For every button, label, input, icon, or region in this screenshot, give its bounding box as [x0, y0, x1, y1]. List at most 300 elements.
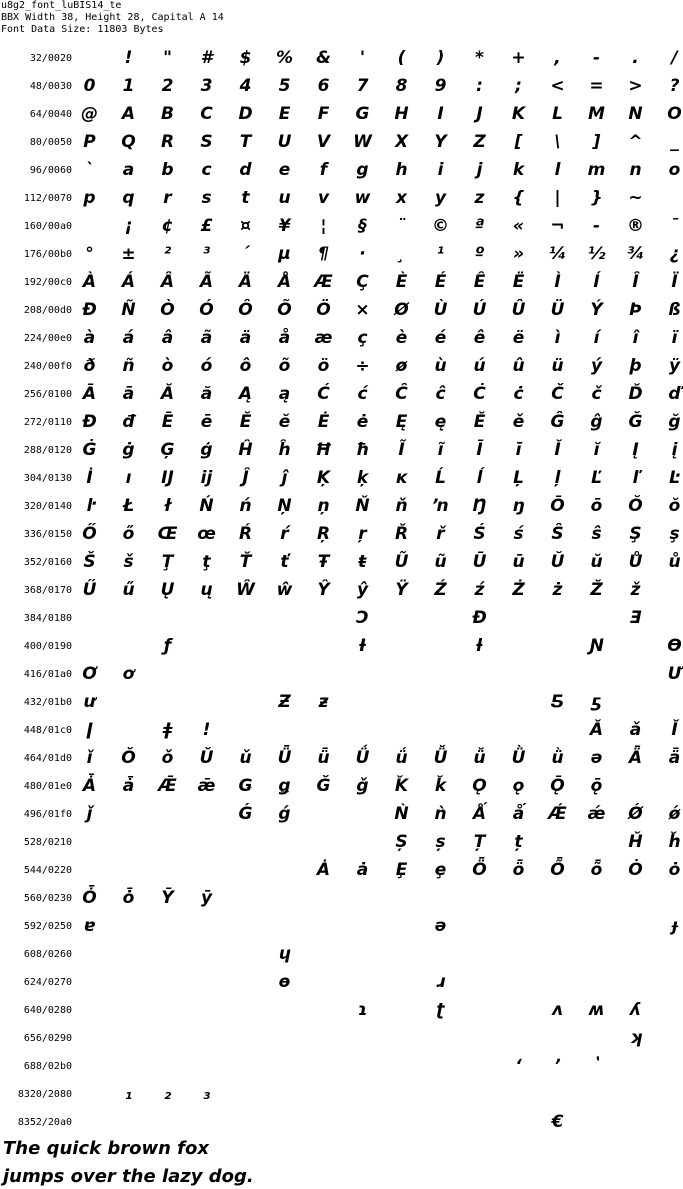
glyph-cell: ǟ — [668, 748, 681, 768]
glyph-cell: É — [434, 272, 447, 292]
glyph-cell: œ — [197, 524, 216, 544]
glyph-cell: 1 — [122, 76, 135, 96]
glyph-row — [0, 633, 683, 661]
glyph-cell: ș — [435, 832, 446, 852]
glyph-row — [0, 857, 683, 885]
glyph-cell: P — [83, 132, 96, 152]
glyph-cell: ½ — [587, 244, 606, 264]
glyph-cell: ǡ — [122, 776, 135, 796]
glyph-cell: - — [592, 216, 601, 236]
glyph-cell: S — [200, 132, 213, 152]
glyph-cell: ₁ — [124, 1084, 133, 1104]
glyph-cell: ± — [121, 244, 136, 264]
glyph-cell: Ȯ — [628, 860, 643, 880]
glyph-cell: E — [278, 104, 291, 124]
glyph-cell: ÿ — [668, 356, 681, 376]
codepoint-label: 240/00f0 — [23, 361, 72, 372]
glyph-row — [0, 745, 683, 773]
data-size-label: Font Data Size: 11803 Bytes — [1, 24, 164, 35]
glyph-cell: ¹ — [436, 244, 445, 264]
glyph-cell: æ — [314, 328, 333, 348]
glyph-cell: á — [122, 328, 135, 348]
glyph-cell: Ȭ — [550, 860, 565, 880]
glyph-cell: k — [512, 160, 525, 180]
glyph-cell: O — [667, 104, 682, 124]
glyph-cell: ť — [280, 552, 289, 572]
glyph-cell: p — [83, 188, 96, 208]
glyph-cell: Ĕ — [239, 412, 252, 432]
glyph-cell: Ē — [161, 412, 174, 432]
glyph-cell: w — [354, 188, 371, 208]
glyph-cell: Ó — [199, 300, 214, 320]
glyph-cell: ƽ — [591, 692, 602, 712]
glyph-cell: ľ — [632, 468, 639, 488]
glyph-cell: ° — [85, 244, 94, 264]
glyph-row — [0, 1109, 683, 1137]
glyph-cell: Ư — [667, 664, 682, 684]
glyph-cell: N — [628, 104, 643, 124]
glyph-cell: Ŵ — [236, 580, 255, 600]
glyph-cell: U — [277, 132, 292, 152]
glyph-cell: : — [476, 76, 483, 96]
glyph-cell: ź — [474, 580, 485, 600]
codepoint-label: 336/0150 — [23, 529, 72, 540]
glyph-cell: × — [355, 300, 370, 320]
glyph-cell: ǔ — [239, 748, 252, 768]
glyph-cell: ī — [515, 440, 522, 460]
glyph-cell: è — [395, 328, 408, 348]
glyph-cell: Ŝ — [551, 524, 564, 544]
glyph-cell: ( — [397, 48, 406, 68]
glyph-row — [0, 577, 683, 605]
glyph-cell: ų — [200, 580, 213, 600]
codepoint-label: 272/0110 — [23, 417, 72, 428]
glyph-cell: Ë — [512, 272, 525, 292]
glyph-cell: = — [589, 76, 604, 96]
glyph-cell: > — [628, 76, 643, 96]
glyph-cell: ŧ — [358, 552, 367, 572]
codepoint-label: 80/0050 — [29, 137, 72, 148]
glyph-row — [0, 493, 683, 521]
glyph-cell: ® — [627, 216, 644, 236]
glyph-row — [0, 941, 683, 969]
glyph-cell: ǿ — [668, 804, 681, 824]
glyph-cell: \ — [554, 132, 561, 152]
glyph-cell: Í — [593, 272, 600, 292]
glyph-row — [0, 45, 683, 73]
glyph-cell: ķ — [356, 468, 369, 488]
glyph-cell: Ǵ — [238, 804, 253, 824]
glyph-cell: M — [588, 104, 605, 124]
glyph-row — [0, 409, 683, 437]
glyph-cell: ś — [513, 524, 524, 544]
glyph-cell: s — [201, 188, 212, 208]
glyph-cell: ù — [434, 356, 447, 376]
glyph-cell: " — [163, 48, 172, 68]
glyph-cell: š — [123, 552, 134, 572]
glyph-cell: ¿ — [669, 244, 680, 264]
glyph-cell: ŉ — [432, 496, 449, 516]
glyph-cell: B — [161, 104, 174, 124]
glyph-cell: f — [319, 160, 328, 180]
glyph-cell: Ǒ — [121, 748, 136, 768]
glyph-cell: ï — [671, 328, 678, 348]
codepoint-label: 688/02b0 — [23, 1061, 72, 1072]
glyph-row — [0, 1025, 683, 1053]
codepoint-label: 416/01a0 — [23, 669, 72, 680]
glyph-cell: Ț — [473, 832, 486, 852]
sample-text-line-2: jumps over the lazy dog. — [3, 1166, 254, 1187]
glyph-cell: Ũ — [394, 552, 409, 572]
codepoint-label: 640/0280 — [23, 1005, 72, 1016]
glyph-cell: Ú — [472, 300, 487, 320]
glyph-cell: ǚ — [473, 748, 486, 768]
glyph-row — [0, 381, 683, 409]
glyph-cell: į — [671, 440, 678, 460]
glyph-cell: ŵ — [276, 580, 293, 600]
glyph-cell: ĭ — [593, 440, 600, 460]
glyph-cell: ʞ — [629, 1028, 642, 1048]
glyph-cell: ñ — [122, 356, 135, 376]
glyph-cell: Ɨ — [359, 636, 366, 656]
glyph-cell: Ă — [160, 384, 175, 404]
glyph-row — [0, 101, 683, 129]
glyph-cell: ʻ — [515, 1056, 522, 1076]
glyph-cell: ü — [551, 356, 564, 376]
glyph-cell: Ï — [671, 272, 678, 292]
glyph-cell: ú — [473, 356, 486, 376]
glyph-cell: î — [632, 328, 639, 348]
codepoint-label: 256/0100 — [23, 389, 72, 400]
glyph-cell: ǖ — [317, 748, 330, 768]
glyph-cell: ĳ — [200, 468, 213, 488]
glyph-cell: ? — [669, 76, 680, 96]
glyph-cell: ó — [200, 356, 213, 376]
glyph-cell: ĸ — [395, 468, 408, 488]
glyph-cell: ǘ — [395, 748, 408, 768]
codepoint-label: 352/0160 — [23, 557, 72, 568]
glyph-cell: Ş — [629, 524, 642, 544]
glyph-cell: ɵ — [278, 972, 291, 992]
glyph-cell: ý — [590, 356, 603, 376]
glyph-cell: C — [200, 104, 213, 124]
glyph-cell: Å — [277, 272, 292, 292]
glyph-cell: Ĳ — [161, 468, 174, 488]
glyph-cell: V — [316, 132, 331, 152]
glyph-cell: F — [317, 104, 330, 124]
glyph-cell: Ǥ — [238, 776, 253, 796]
glyph-cell: Ŏ — [628, 496, 643, 516]
glyph-cell: ǜ — [551, 748, 564, 768]
glyph-cell: ÷ — [355, 356, 370, 376]
glyph-cell: Ǧ — [316, 776, 331, 796]
glyph-row — [0, 689, 683, 717]
glyph-cell: ǧ — [356, 776, 369, 796]
codepoint-label: 8320/2080 — [17, 1089, 72, 1100]
glyph-cell: Ů — [628, 552, 643, 572]
glyph-row — [0, 325, 683, 353]
glyph-cell: 6 — [317, 76, 330, 96]
glyph-cell: ł — [164, 496, 171, 516]
glyph-cell: n — [629, 160, 642, 180]
glyph-cell: [ — [514, 132, 523, 152]
glyph-cell: È — [395, 272, 408, 292]
glyph-cell: . — [632, 48, 639, 68]
codepoint-label: 224/00e0 — [23, 333, 72, 344]
glyph-cell: Û — [511, 300, 526, 320]
glyph-cell: í — [593, 328, 600, 348]
glyph-cell: Œ — [157, 524, 178, 544]
glyph-cell: À — [82, 272, 97, 292]
codepoint-label: 192/00c0 — [23, 277, 72, 288]
glyph-cell: Đ — [82, 412, 97, 432]
glyph-cell: ű — [122, 580, 135, 600]
glyph-cell: Æ — [314, 272, 333, 292]
glyph-cell: Ǎ — [589, 720, 604, 740]
glyph-cell: I — [437, 104, 444, 124]
glyph-cell: D — [238, 104, 253, 124]
glyph-cell: Á — [121, 272, 136, 292]
glyph-cell: Ȫ — [472, 860, 487, 880]
glyph-cell: č — [591, 384, 602, 404]
glyph-cell: ē — [200, 412, 213, 432]
glyph-cell: Ŷ — [317, 580, 330, 600]
glyph-cell: å — [278, 328, 291, 348]
glyph-cell: K — [511, 104, 526, 124]
glyph-cell: ũ — [434, 552, 447, 572]
glyph-cell: Ê — [473, 272, 486, 292]
glyph-cell: ţ — [202, 552, 211, 572]
glyph-cell: ŝ — [591, 524, 602, 544]
glyph-cell: ¨ — [397, 216, 406, 236]
glyph-cell: ₃ — [202, 1084, 211, 1104]
glyph-cell: ö — [317, 356, 330, 376]
glyph-cell: ʽ — [593, 1056, 600, 1076]
glyph-row — [0, 129, 683, 157]
glyph-cell: ȱ — [122, 888, 135, 908]
glyph-cell: Ý — [590, 300, 603, 320]
glyph-cell: m — [587, 160, 606, 180]
glyph-cell: Ǫ — [472, 776, 487, 796]
glyph-cell: J — [476, 104, 483, 124]
glyph-cell: Ŀ — [669, 468, 680, 488]
glyph-cell: * — [475, 48, 484, 68]
glyph-cell: Ƶ — [278, 692, 291, 712]
glyph-cell: Ĥ — [238, 440, 253, 460]
glyph-cell: ė — [356, 412, 369, 432]
glyph-cell: ŕ — [280, 524, 289, 544]
glyph-cell: ě — [512, 412, 525, 432]
glyph-cell: ´ — [241, 244, 250, 264]
glyph-cell: õ — [278, 356, 291, 376]
glyph-cell: Ǝ — [629, 608, 642, 628]
codepoint-label: 64/0040 — [29, 109, 72, 120]
glyph-cell: Ð — [82, 300, 97, 320]
glyph-cell: Z — [473, 132, 486, 152]
glyph-row — [0, 269, 683, 297]
glyph-cell: Ÿ — [395, 580, 408, 600]
glyph-row — [0, 521, 683, 549]
glyph-cell: ĵ — [281, 468, 288, 488]
glyph-cell: ū — [512, 552, 525, 572]
glyph-cell: Ù — [433, 300, 448, 320]
glyph-cell: Č — [551, 384, 564, 404]
glyph-cell: ĝ — [590, 412, 603, 432]
glyph-cell: Ǔ — [199, 748, 214, 768]
glyph-cell: Ļ — [513, 468, 524, 488]
glyph-row — [0, 185, 683, 213]
glyph-cell: 4 — [239, 76, 252, 96]
glyph-cell: ¸ — [397, 244, 406, 264]
glyph-cell: ĩ — [437, 440, 444, 460]
glyph-cell: » — [512, 244, 525, 264]
glyph-cell: ĥ — [278, 440, 291, 460]
glyph-cell: Ǻ — [472, 804, 487, 824]
glyph-cell: Ġ — [82, 440, 97, 460]
glyph-cell: ń — [239, 496, 252, 516]
glyph-cell: ņ — [317, 496, 330, 516]
glyph-cell: Ǭ — [550, 776, 565, 796]
glyph-cell: ; — [515, 76, 522, 96]
glyph-cell: ǵ — [278, 804, 291, 824]
codepoint-label: 288/0120 — [23, 445, 72, 456]
codepoint-label: 656/0290 — [23, 1033, 72, 1044]
glyph-cell: L — [552, 104, 563, 124]
glyph-cell: 3 — [200, 76, 213, 96]
glyph-cell: ć — [357, 384, 368, 404]
glyph-cell: ë — [512, 328, 525, 348]
glyph-cell: û — [512, 356, 525, 376]
glyph-cell: ¥ — [278, 216, 291, 236]
glyph-cell: Y — [434, 132, 447, 152]
glyph-cell: ^ — [628, 132, 643, 152]
glyph-cell: Ø — [394, 300, 409, 320]
glyph-cell: Ō — [550, 496, 565, 516]
glyph-cell: ₂ — [163, 1084, 172, 1104]
codepoint-label: 320/0140 — [23, 501, 72, 512]
glyph-cell: Ǐ — [671, 720, 678, 740]
glyph-cell: ) — [436, 48, 445, 68]
glyph-cell: Ɔ — [356, 608, 369, 628]
glyph-cell: à — [83, 328, 96, 348]
glyph-cell: ş — [669, 524, 680, 544]
glyph-cell: Ě — [473, 412, 486, 432]
glyph-cell: Ĩ — [398, 440, 405, 460]
glyph-cell: Ǿ — [628, 804, 643, 824]
glyph-row — [0, 605, 683, 633]
glyph-cell: Đ — [472, 608, 487, 628]
glyph-cell: Ł — [122, 496, 135, 516]
glyph-cell: ĉ — [435, 384, 446, 404]
glyph-cell: Ģ — [160, 440, 175, 460]
glyph-row — [0, 465, 683, 493]
glyph-cell: ø — [395, 356, 408, 376]
glyph-cell: - — [592, 48, 601, 68]
glyph-row — [0, 1053, 683, 1081]
glyph-cell: Ȳ — [161, 888, 174, 908]
glyph-cell: & — [316, 48, 331, 68]
glyph-cell: # — [200, 48, 213, 68]
glyph-cell: Ņ — [277, 496, 292, 516]
codepoint-label: 560/0230 — [23, 893, 72, 904]
glyph-cell: y — [434, 188, 447, 208]
codepoint-label: 480/01e0 — [23, 781, 72, 792]
glyph-cell: Ǖ — [277, 748, 292, 768]
glyph-cell: @ — [81, 104, 98, 124]
glyph-cell: ő — [122, 524, 135, 544]
glyph-cell: Ā — [82, 384, 97, 404]
glyph-cell: Ǘ — [355, 748, 370, 768]
glyph-cell: ô — [239, 356, 252, 376]
glyph-cell: Ń — [199, 496, 214, 516]
glyph-cell: h — [395, 160, 408, 180]
glyph-cell: ǥ — [278, 776, 291, 796]
glyph-cell: é — [434, 328, 447, 348]
glyph-cell: a — [122, 160, 135, 180]
glyph-cell: ğ — [668, 412, 681, 432]
glyph-cell: ʈ — [436, 1000, 445, 1020]
glyph-cell: ǃ — [203, 720, 210, 740]
glyph-cell: Ų — [160, 580, 175, 600]
glyph-cell: Ǡ — [82, 776, 97, 796]
glyph-cell: ¡ — [124, 216, 133, 236]
glyph-cell: q — [122, 188, 135, 208]
glyph-cell: ǎ — [629, 720, 642, 740]
glyph-cell: ŷ — [356, 580, 369, 600]
glyph-cell: Ä — [238, 272, 253, 292]
glyph-cell: İ — [86, 468, 93, 488]
glyph-cell: Ż — [512, 580, 525, 600]
glyph-cell: ʌ — [551, 1000, 564, 1020]
glyph-cell: ä — [239, 328, 252, 348]
glyph-cell: Ŭ — [550, 552, 565, 572]
glyph-cell: z — [474, 188, 485, 208]
glyph-cell: 5 — [278, 76, 291, 96]
glyph-cell: Ș — [395, 832, 408, 852]
glyph-cell: Ķ — [316, 468, 331, 488]
glyph-cell: Ň — [355, 496, 370, 516]
glyph-cell: Ì — [554, 272, 561, 292]
glyph-cell: Š — [83, 552, 96, 572]
glyph-cell: < — [550, 76, 565, 96]
glyph-cell: Ŧ — [317, 552, 330, 572]
codepoint-label: 384/0180 — [23, 613, 72, 624]
glyph-cell: ƶ — [318, 692, 329, 712]
glyph-cell: Ǚ — [433, 748, 448, 768]
glyph-cell: º — [474, 244, 485, 264]
glyph-cell: i — [437, 160, 444, 180]
glyph-cell: Â — [160, 272, 175, 292]
glyph-cell: ň — [395, 496, 408, 516]
glyph-cell: ` — [85, 160, 94, 180]
glyph-cell: Ã — [199, 272, 214, 292]
glyph-cell: Ǣ — [158, 776, 177, 796]
glyph-cell: ê — [473, 328, 486, 348]
glyph-row — [0, 801, 683, 829]
glyph-cell: % — [275, 48, 294, 68]
glyph-cell: $ — [239, 48, 252, 68]
glyph-cell: Ŕ — [238, 524, 253, 544]
glyph-cell: ¶ — [318, 244, 329, 264]
glyph-cell: Ď — [628, 384, 643, 404]
glyph-row — [0, 969, 683, 997]
glyph-cell: ơ — [122, 664, 135, 684]
codepoint-label: 176/00b0 — [23, 249, 72, 260]
glyph-row — [0, 157, 683, 185]
glyph-cell: ŏ — [668, 496, 681, 516]
glyph-cell: ģ — [200, 440, 213, 460]
glyph-cell: Q — [121, 132, 136, 152]
